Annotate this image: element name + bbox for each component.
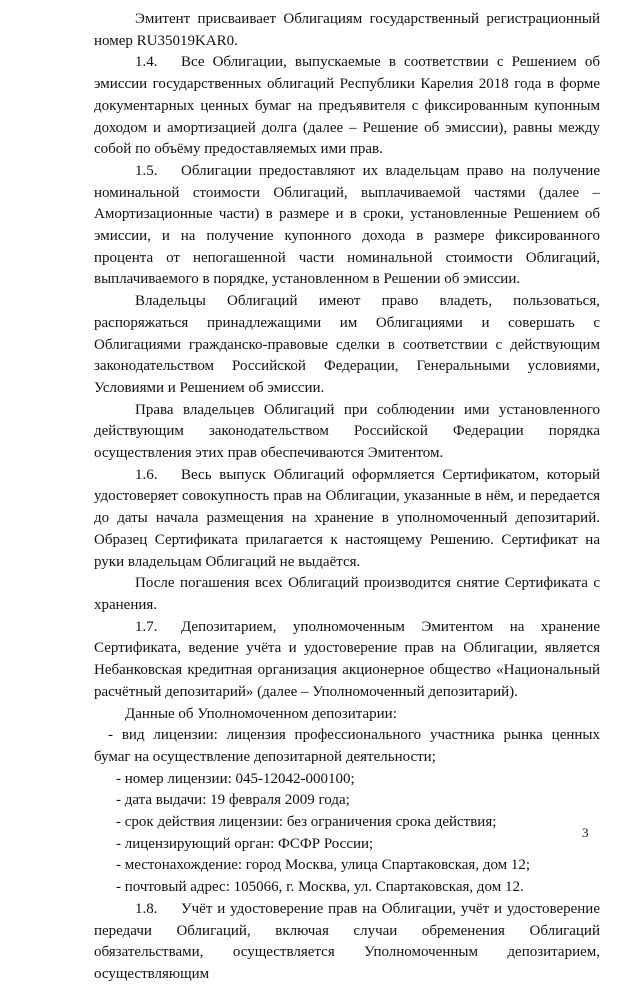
paragraph-registration-number: Эмитент присваивает Облигациям государственный регистрационный номер RU35019KAR0. bbox=[94, 11, 600, 49]
paragraph-1-5: 1.5. Облигации предоставляют их владельцам право на получение номинальной стоимости Облигаций, выплачиваемой частями (далее – Амортизационные части) в размере и в сроки, установленные Решением об эмиссии, и на получение купонного дохода в размере фиксированного процента от непогашенной части номинальной стоимости Облигаций, выплачиваемого в порядке, установленном в Решении об эмиссии. bbox=[94, 162, 600, 288]
depository-detail-item: - почтовый адрес: 105066, г. Москва, ул. Спартаковская, дом 12. bbox=[116, 879, 524, 896]
paragraph-rights-exercise: Права владельцев Облигаций при соблюдении ими установленного действующим законодательством Российской Федерации порядка осуществления этих прав обеспечиваются Эмитентом. bbox=[94, 401, 600, 462]
paragraph-1-8: 1.8. Учёт и удостоверение прав на Облигации, учёт и удостоверение передачи Облигаций, включая случаи обременения Облигаций обязательствами, осуществляется Уполномоченным депозитарием, осуществляющим bbox=[94, 900, 600, 982]
depository-detail-item: - вид лицензии: лицензия профессионального участника рынка ценных бумаг на осуществление депозитарной деятельности; bbox=[94, 727, 600, 765]
depository-detail-item: - номер лицензии: 045-12042-000100; bbox=[116, 770, 355, 787]
paragraph-1-7: 1.7. Депозитарием, уполномоченным Эмитентом на хранение Сертификата, ведение учёта и удостоверение прав на Облигации, является Небанковская кредитная организация акционерное общество «Национальный расчётный депозитарий» (далее – Уполномоченный депозитарий). bbox=[94, 618, 600, 700]
clause-number: 1.5. bbox=[135, 162, 158, 179]
clause-number: 1.8. bbox=[135, 900, 158, 917]
depository-detail-item: - местонахождение: город Москва, улица Спартаковская, дом 12; bbox=[116, 857, 531, 874]
depository-detail-item: - срок действия лицензии: без ограничения срока действия; bbox=[116, 814, 497, 831]
depository-detail-item: - лицензирующий орган: ФСФР России; bbox=[116, 835, 374, 852]
clause-number: 1.7. bbox=[135, 618, 158, 635]
paragraph-owners-rights: Владельцы Облигаций имеют право владеть, пользоваться, распоряжаться принадлежащими им Облигациями и совершать с Облигациями гражданско-правовые сделки в соответствии с действующим законодательством Российской Федерации, Генеральными условиями, Условиями и Решением об эмиссии. bbox=[94, 293, 600, 396]
clause-number: 1.6. bbox=[135, 466, 158, 483]
depository-detail-item: - дата выдачи: 19 февраля 2009 года; bbox=[116, 792, 350, 809]
paragraph-1-6: 1.6. Весь выпуск Облигаций оформляется Сертификатом, который удостоверяет совокупность прав на Облигации, указанные в нём, и передается до даты начала размещения на хранение в уполномоченный депозитарий. Образец Сертификата прилагается к настоящему Решению. Сертификат на руки владельцам Облигаций не выдаётся. bbox=[94, 466, 600, 570]
paragraph-depository-header: Данные об Уполномоченном депозитарии: bbox=[125, 705, 397, 722]
page-number: 3 bbox=[582, 825, 589, 840]
text-column bbox=[94, 9, 600, 986]
clause-number: 1.4. bbox=[135, 54, 158, 71]
paragraph-certificate-removal: После погашения всех Облигаций производится снятие Сертификата с хранения. bbox=[94, 575, 600, 613]
paragraph-1-4: 1.4. Все Облигации, выпускаемые в соответствии с Решением об эмиссии государственных облигаций Республики Карелия 2018 года в форме документарных ценных бумаг на предъявителя с фиксированным купонным доходом и амортизацией долга (далее – Решение об эмиссии), равны между собой по объёму предоставляемых ими прав. bbox=[94, 54, 600, 158]
